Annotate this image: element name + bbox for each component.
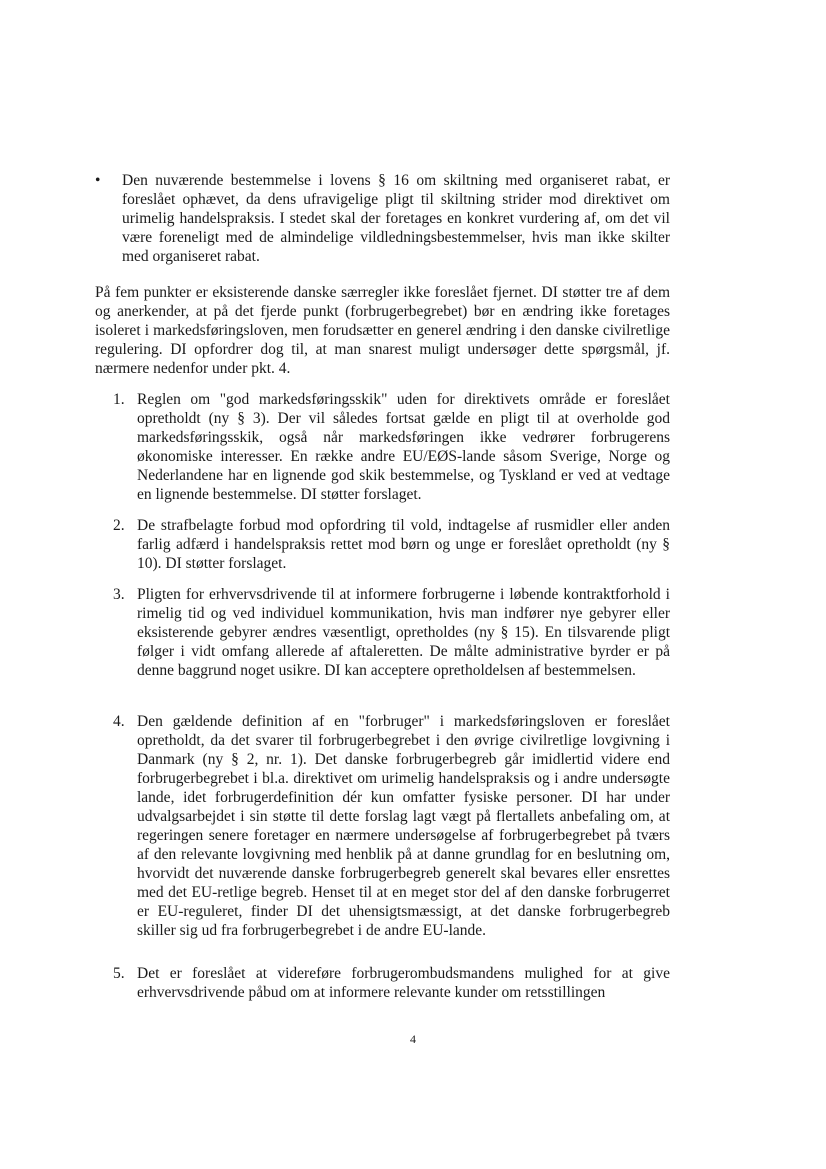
list-item [113,390,670,504]
list-item-text: De strafbelagte forbud mod opfordring til vold, indtagelse af rusmidler eller anden farlig adfærd i handelspraksis rettet mod børn og unge er foreslået opretholdt (ny § 10). DI støtter forslaget. [137,517,670,572]
list-item [113,516,670,573]
list-item-text: Den gældende definition af en "forbruger" i markedsføringsloven er foreslået opretholdt, da det svarer til forbrugerbegrebet i den øvrige civilretlige lovgivning i Danmark (ny § 2, nr. 1). Det danske forbrugerbegreb går imidlertid videre end forbrugerbegrebet i bl.a. direktivet om urimelig handelspraksis og i andre undersøgte lande, idet forbrugerdefinition dér kun omfatter fysiske personer. DI har under udvalgsarbejdet i sin støtte til dette forslag lagt vægt på flertallets anbefaling om, at regeringen senere foretager en nærmere undersøgelse af forbrugerbegrebet på tværs af den relevante lovgivning med henblik på at danne grundlag for en beslutning om, hvorvidt det nuværende danske forbrugerbegreb generelt skal bevares eller ensrettes med det EU-retlige begreb. Henset til at en meget stor del af den danske forbrugerret er EU-reguleret, finder DI det uhensigtsmæssigt, at det danske forbrugerbegreb skiller sig ud fra forbrugerbegrebet i de andre EU-lande. [137,713,670,939]
bullet-marker: • [95,172,101,189]
list-item-number: 3. [113,586,125,603]
list-item-number: 2. [113,517,125,534]
list-item [113,964,670,1002]
list-item-text: Pligten for erhvervsdrivende til at informere forbrugerne i løbende kontraktforhold i rimelig tid og ved individuel kommunikation, hvis man indfører nye gebyrer eller eksisterende gebyrer ændres væsentligt, opretholdes (ny § 15). En tilsvarende pligt følger i vidt omfang allerede af aftaleretten. De målte administrative byrder er på denne baggrund noget usikre. DI kan acceptere opretholdelsen af bestemmelsen. [137,586,670,679]
intro-paragraph: På fem punkter er eksisterende danske særregler ikke foreslået fjernet. DI støtter tre af dem og anerkender, at på det fjerde punkt (forbrugerbegrebet) bør en ændring ikke foretages isoleret i markedsføringsloven, men forudsætter en generel ændring i den danske civilretlige regulering. DI opfordrer dog til, at man snarest muligt undersøger dette spørgsmål, jf. nærmere nedenfor under pkt. 4. [95,284,670,377]
list-item-number: 4. [113,713,125,730]
list-item-text: Reglen om "god markedsføringsskik" uden for direktivets område er foreslået opretholdt (ny § 3). Der vil således fortsat gælde en pligt til at overholde god markedsføringsskik, også når markedsføringen ikke vedrører forbrugerens økonomiske interesser. En række andre EU/EØS-lande såsom Sverige, Norge og Nederlandene har en lignende god skik bestemmelse, og Tyskland er ved at vedtage en lignende bestemmelse. DI støtter forslaget. [137,391,670,503]
list-item-number: 5. [113,965,125,982]
list-item-text: Det er foreslået at videreføre forbrugerombudsmandens mulighed for at give erhvervsdrivende påbud om at informere relevante kunder om retsstillingen [137,965,670,1001]
page-number: 4 [410,1032,416,1046]
bullet-text: Den nuværende bestemmelse i lovens § 16 om skiltning med organiseret rabat, er foreslået ophævet, da dens ufravigelige pligt til skiltning strider mod direktivet om urimelig handelspraksis. I stedet skal der foretages en konkret vurdering af, om det vil være foreneligt med de almindelige vildledningsbestemmelser, hvis man ikke skilter med organiseret rabat. [122,172,670,265]
list-item [113,712,670,940]
list-item-number: 1. [113,391,125,408]
bullet-paragraph [95,171,670,266]
list-item [113,585,670,680]
